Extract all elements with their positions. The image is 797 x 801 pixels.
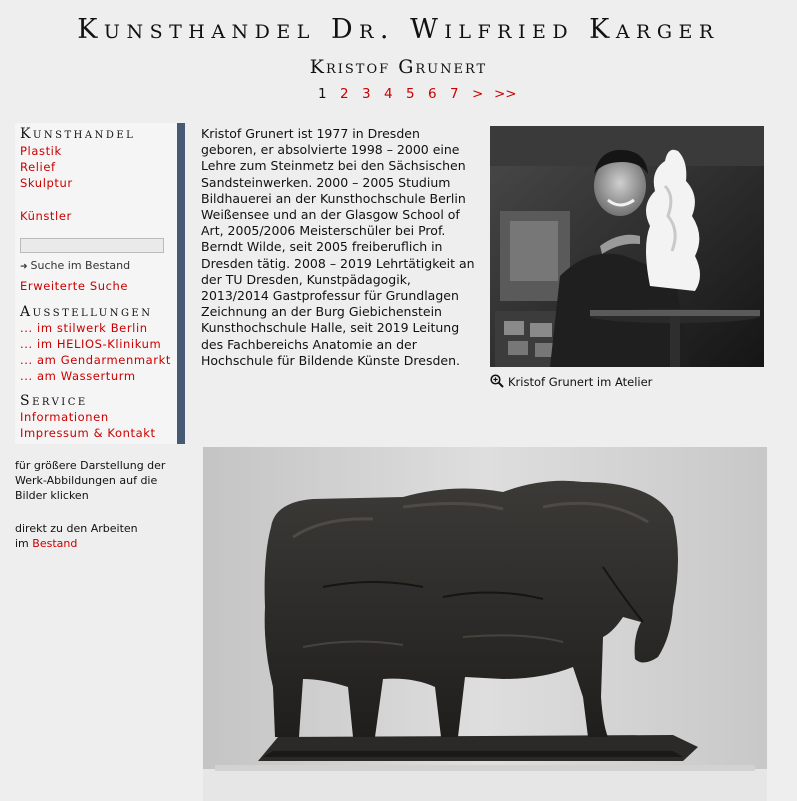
artist-portrait-photo[interactable] (490, 126, 764, 367)
sidebar-item-relief[interactable]: Relief (20, 160, 56, 174)
sidebar-item-plastik[interactable]: Plastik (20, 144, 62, 158)
bestand-link[interactable]: Bestand (32, 537, 78, 550)
page-link-3[interactable]: 3 (362, 86, 371, 102)
sidebar-item-stilwerk[interactable]: ... im stilwerk Berlin (20, 321, 148, 335)
sidebar-item-gendarmenmarkt[interactable]: ... am Gendarmenmarkt (20, 353, 171, 367)
site-title: Kunsthandel Dr. Wilfried Karger (77, 14, 720, 45)
sidebar-item-informationen[interactable]: Informationen (20, 410, 109, 424)
sidebar-item-kuenstler[interactable]: Künstler (20, 209, 72, 223)
artist-title: Kristof Grunert (309, 56, 488, 78)
arrow-right-icon: ➜ (20, 262, 28, 272)
direct-link-im: im (15, 537, 29, 550)
search-link[interactable] (20, 259, 130, 272)
portrait-image (490, 126, 764, 367)
search-input[interactable] (20, 238, 164, 253)
sculpture-photo[interactable] (203, 447, 767, 801)
page-current: 1 (318, 86, 327, 102)
sculpture-image (203, 447, 767, 801)
page-link-7[interactable]: 7 (450, 86, 459, 102)
portrait-caption-text: Kristof Grunert im Atelier (508, 375, 653, 389)
page-last-link[interactable]: >> (494, 86, 517, 102)
sidebar-item-skulptur[interactable]: Skulptur (20, 176, 73, 190)
sidebar-item-impressum[interactable]: Impressum & Kontakt (20, 426, 156, 440)
zoom-in-icon (490, 374, 504, 391)
page-link-2[interactable]: 2 (340, 86, 349, 102)
pagination (318, 86, 516, 102)
sidebar-heading-service: Service (20, 393, 88, 409)
sidebar-heading-kunsthandel: Kunsthandel (20, 126, 136, 142)
sidebar-item-helios[interactable]: ... im HELIOS-Klinikum (20, 337, 162, 351)
sidebar-item-advanced-search[interactable]: Erweiterte Suche (20, 279, 129, 293)
enlarge-hint: für größere Darstellung der Werk-Abbildungen auf die Bilder klicken (15, 459, 166, 502)
sidebar-item-wasserturm[interactable]: ... am Wasserturm (20, 369, 136, 383)
page-link-4[interactable]: 4 (384, 86, 393, 102)
sidebar (15, 123, 185, 444)
direct-link-prefix: direkt zu den Arbeiten (15, 522, 138, 535)
artist-biography: Kristof Grunert ist 1977 in Dresden geboren, er absolvierte 1998 – 2000 eine Lehre zum Steinmetz bei den Sächsischen Sandsteinwerken. 2000 – 2005 Studium Bildhauerei an der Kunsthochschule Berlin Weißensee und an der Glasgow School of Art, 2005/2006 Meisterschüler bei Prof. Berndt Wilde, seit 2005 freiberuflich in Dresden tätig. 2008 – 2019 Lehrtätigkeit an der TU Dresden, Kunstpädagogik, 2013/2014 Gastprofessur für Grundlagen Zeichnung an der Burg Giebichenstein Kunsthochschule Halle, seit 2019 Leitung des Fachbereichs Anatomie an der Hochschule für Bildende Künste Dresden. (201, 126, 475, 368)
page-link-6[interactable]: 6 (428, 86, 437, 102)
portrait-caption[interactable] (490, 374, 652, 391)
search-link-label: Suche im Bestand (30, 259, 131, 272)
direct-link-note (15, 521, 190, 551)
sidebar-heading-ausstellungen: Ausstellungen (20, 304, 153, 320)
page-next-link[interactable]: > (472, 86, 484, 102)
page-link-5[interactable]: 5 (406, 86, 415, 102)
